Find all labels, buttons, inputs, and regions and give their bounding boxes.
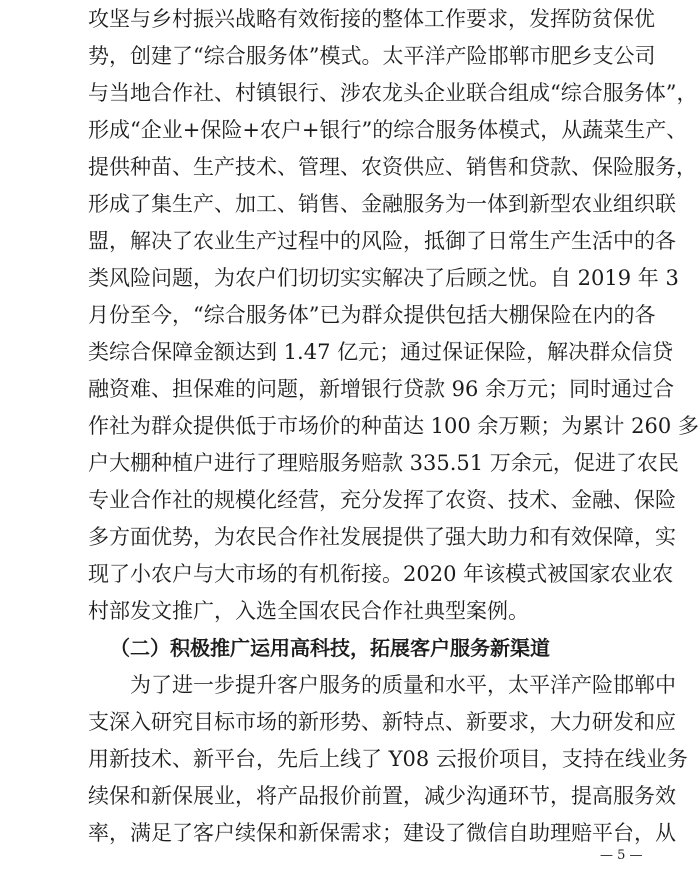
text-line-7: 盟，解决了农业生产过程中的风险，抵御了日常生产生活中的各	[88, 229, 676, 253]
text-line-10: 类综合保障金额达到 1.47 亿元；通过保证保险，解决群众信贷	[88, 340, 674, 364]
text-line-14: 专业合作社的规模化经营，充分发挥了农资、技术、金融、保险	[88, 488, 676, 512]
text-line-9: 月份至今，“综合服务体”已为群众提供包括大棚保险在内的各	[88, 303, 656, 327]
text-line-12: 作社为群众提供低于市场价的种苗达 100 余万颗；为累计 260 多	[88, 414, 699, 438]
text-line-11: 融资难、担保难的问题，新增银行贷款 96 余万元；同时通过合	[88, 377, 675, 401]
text-line-19: 为了进一步提升客户服务的质量和水平，太平洋产险邯郸中	[130, 673, 676, 697]
text-line-21: 用新技术、新平台，先后上线了 Y08 云报价项目，支持在线业务	[88, 747, 688, 771]
text-line-6: 形成了集生产、加工、销售、金融服务为一体到新型农业组织联	[88, 192, 676, 216]
text-line-22: 续保和新保展业，将产品报价前置，减少沟通环节，提高服务效	[88, 784, 676, 808]
text-line-2: 势，创建了“综合服务体”模式。太平洋产险邯郸市肥乡支公司	[88, 44, 656, 68]
text-line-3: 与当地合作社、村镇银行、涉农龙头企业联合组成“综合服务体”，	[88, 81, 698, 105]
page-number: — 5 —	[600, 848, 643, 863]
text-line-13: 户大棚种植户进行了理赔服务赔款 335.51 万余元，促进了农民	[88, 451, 679, 475]
text-line-23: 率，满足了客户续保和新保需求；建设了微信自助理赔平台，从	[88, 821, 676, 845]
text-line-5: 提供种苗、生产技术、管理、农资供应、销售和贷款、保险服务，	[88, 155, 697, 179]
text-line-16: 现了小农户与大市场的有机衔接。2020 年该模式被国家农业农	[88, 562, 674, 586]
text-line-17: 村部发文推广，入选全国农民合作社典型案例。	[88, 599, 529, 623]
section-heading: （二）积极推广运用高科技，拓展客户服务新渠道	[110, 636, 550, 660]
text-line-20: 支深入研究目标市场的新形势、新特点、新要求，大力研发和应	[88, 710, 676, 734]
text-line-15: 多方面优势，为农民合作社发展提供了强大助力和有效保障，实	[88, 525, 676, 549]
text-line-1: 攻坚与乡村振兴战略有效衔接的整体工作要求，发挥防贫保优	[88, 7, 655, 31]
text-line-4: 形成“企业+保险+农户+银行”的综合服务体模式，从蔬菜生产、	[88, 118, 688, 142]
text-line-8: 类风险问题，为农户们切切实实解决了后顾之忧。自 2019 年 3	[88, 266, 679, 290]
